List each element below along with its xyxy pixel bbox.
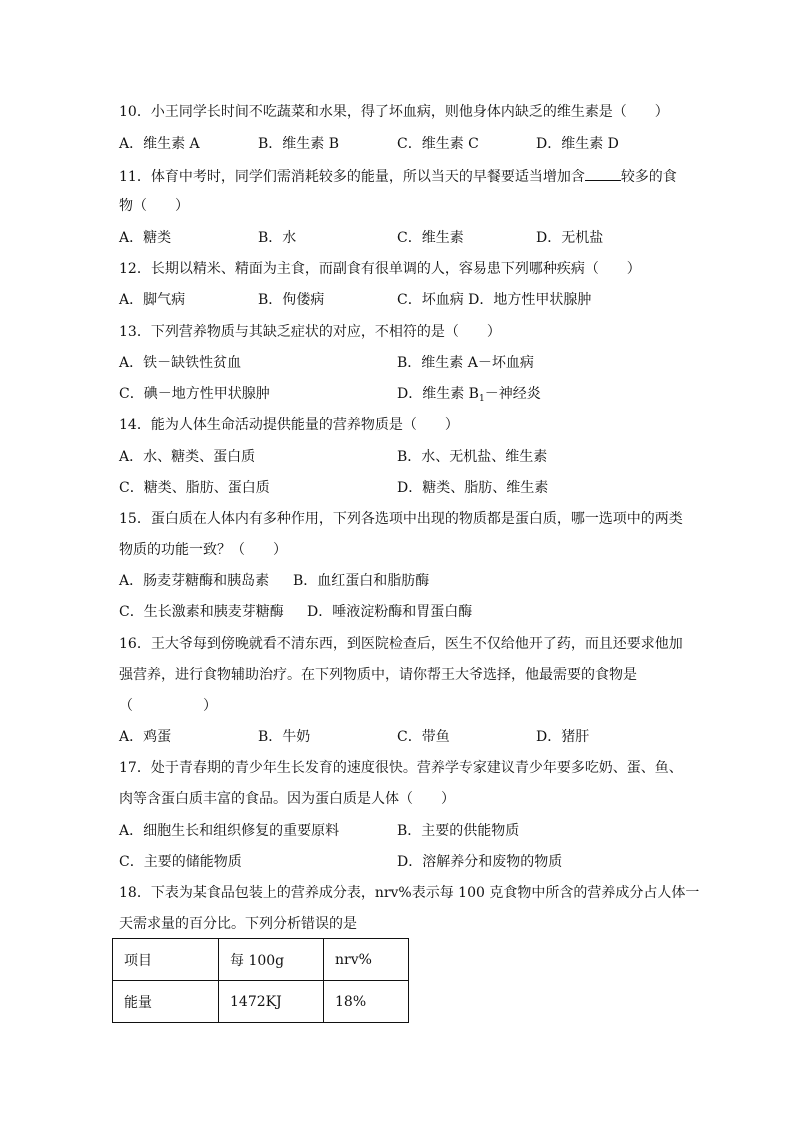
- q10-option-b: B．维生素 B: [258, 136, 340, 152]
- question-12-stem: 12．长期以精米、精面为主食，而副食有很单调的人，容易患下列哪种疾病（ ）: [119, 261, 641, 277]
- q16-option-b: B．牛奶: [258, 729, 311, 745]
- table-cell-item: 能量: [113, 981, 219, 1023]
- q17-option-c: C．主要的储能物质: [119, 854, 242, 870]
- question-16-stem: 16．王大爷每到傍晚就看不清东西，到医院检查后，医生不仅给他开了药，而且还要求他加: [119, 636, 683, 652]
- question-10-stem: 10．小王同学长时间不吃蔬菜和水果，得了坏血病，则他身体内缺乏的维生素是（ ）: [119, 104, 669, 120]
- table-row: [113, 939, 409, 981]
- q11-option-a: A．糖类: [119, 230, 172, 246]
- q15-option-a: A．肠麦芽糖酶和胰岛素: [119, 573, 270, 589]
- q17-option-b: B．主要的供能物质: [397, 823, 520, 839]
- q13-option-d: [397, 385, 541, 408]
- q15-option-c: C．生长激素和胰麦芽糖酶: [119, 604, 284, 620]
- q11-option-c: C．维生素: [397, 230, 464, 246]
- q11-blank: [585, 166, 621, 181]
- q11-stem-part-a: 11．体育中考时，同学们需消耗较多的能量，所以当天的早餐要适当增加含: [119, 169, 585, 185]
- question-13-stem: 13．下列营养物质与其缺乏症状的对应，不相符的是（ ）: [119, 324, 501, 340]
- q13-option-c: C．碘－地方性甲状腺肿: [119, 386, 270, 402]
- q16-stem-line-3: （ ）: [119, 698, 217, 714]
- q10-option-c: C．维生素 C: [397, 136, 479, 152]
- q17-stem-line-2: 肉等含蛋白质丰富的食品。因为蛋白质是人体（ ）: [119, 791, 455, 807]
- q14-option-c: C．糖类、脂肪、蛋白质: [119, 480, 270, 496]
- table-cell-nrv: 18%: [324, 981, 409, 1023]
- q12-option-b: B．佝偻病: [258, 292, 325, 308]
- table-header-item: 项目: [113, 939, 219, 981]
- q17-option-a: A．细胞生长和组织修复的重要原料: [119, 823, 340, 839]
- q12-option-a: A．脚气病: [119, 292, 186, 308]
- table-row: [113, 981, 409, 1023]
- q17-option-d: D．溶解养分和废物的物质: [397, 854, 563, 870]
- q14-option-b: B．水、无机盐、维生素: [397, 449, 548, 465]
- q11-option-b: B．水: [258, 230, 297, 246]
- table-cell-per-100g: 1472KJ: [219, 981, 324, 1023]
- q16-stem-line-2: 强营养，进行食物辅助治疗。在下列物质中，请你帮王大爷选择，他最需要的食物是: [119, 667, 637, 683]
- q11-stem-part-b: 较多的食: [620, 169, 677, 185]
- q11-stem-line-2: 物（ ）: [119, 198, 189, 214]
- q15-stem-line-2: 物质的功能一致？（ ）: [119, 542, 287, 558]
- question-14-stem: 14．能为人体生命活动提供能量的营养物质是（ ）: [119, 417, 459, 433]
- table-header-nrv: nrv%: [324, 939, 409, 981]
- q16-option-c: C．带鱼: [397, 729, 450, 745]
- q10-option-d: D．维生素 D: [536, 136, 619, 152]
- q13-option-d-subscript: 1: [478, 394, 485, 404]
- q15-option-b: B．血红蛋白和脂肪酶: [293, 573, 430, 589]
- question-17-stem: 17．处于青春期的青少年生长发育的速度很快。营养学专家建议青少年要多吃奶、蛋、鱼、: [119, 760, 683, 776]
- q15-option-d: D．唾液淀粉酶和胃蛋白酶: [307, 604, 473, 620]
- q12-option-cd: C．坏血病 D．地方性甲状腺肿: [397, 292, 592, 308]
- q13-option-a: A．铁－缺铁性贫血: [119, 355, 242, 371]
- q11-option-d: D．无机盐: [536, 230, 604, 246]
- q13-option-d-main: D．维生素 B: [397, 386, 479, 402]
- q14-option-a: A．水、糖类、蛋白质: [119, 449, 256, 465]
- q10-option-a: A．维生素 A: [119, 136, 200, 152]
- q14-option-d: D．糖类、脂肪、维生素: [397, 480, 549, 496]
- q13-option-d-rest: －神经炎: [484, 386, 541, 402]
- q16-option-d: D．猪肝: [536, 729, 590, 745]
- q18-stem-line-2: 天需求量的百分比。下列分析错误的是: [119, 916, 357, 932]
- nutrition-table: [112, 938, 409, 1023]
- question-15-stem: 15．蛋白质在人体内有多种作用，下列各选项中出现的物质都是蛋白质，哪一选项中的两类: [119, 511, 683, 527]
- question-11-stem: [119, 166, 677, 186]
- q16-option-a: A．鸡蛋: [119, 729, 172, 745]
- q13-option-b: B．维生素 A－坏血病: [397, 355, 534, 371]
- question-18-stem: 18．下表为某食品包装上的营养成分表，nrv%表示每 100 克食物中所含的营养成分占人体一: [119, 885, 700, 901]
- table-header-per-100g: 每 100g: [219, 939, 324, 981]
